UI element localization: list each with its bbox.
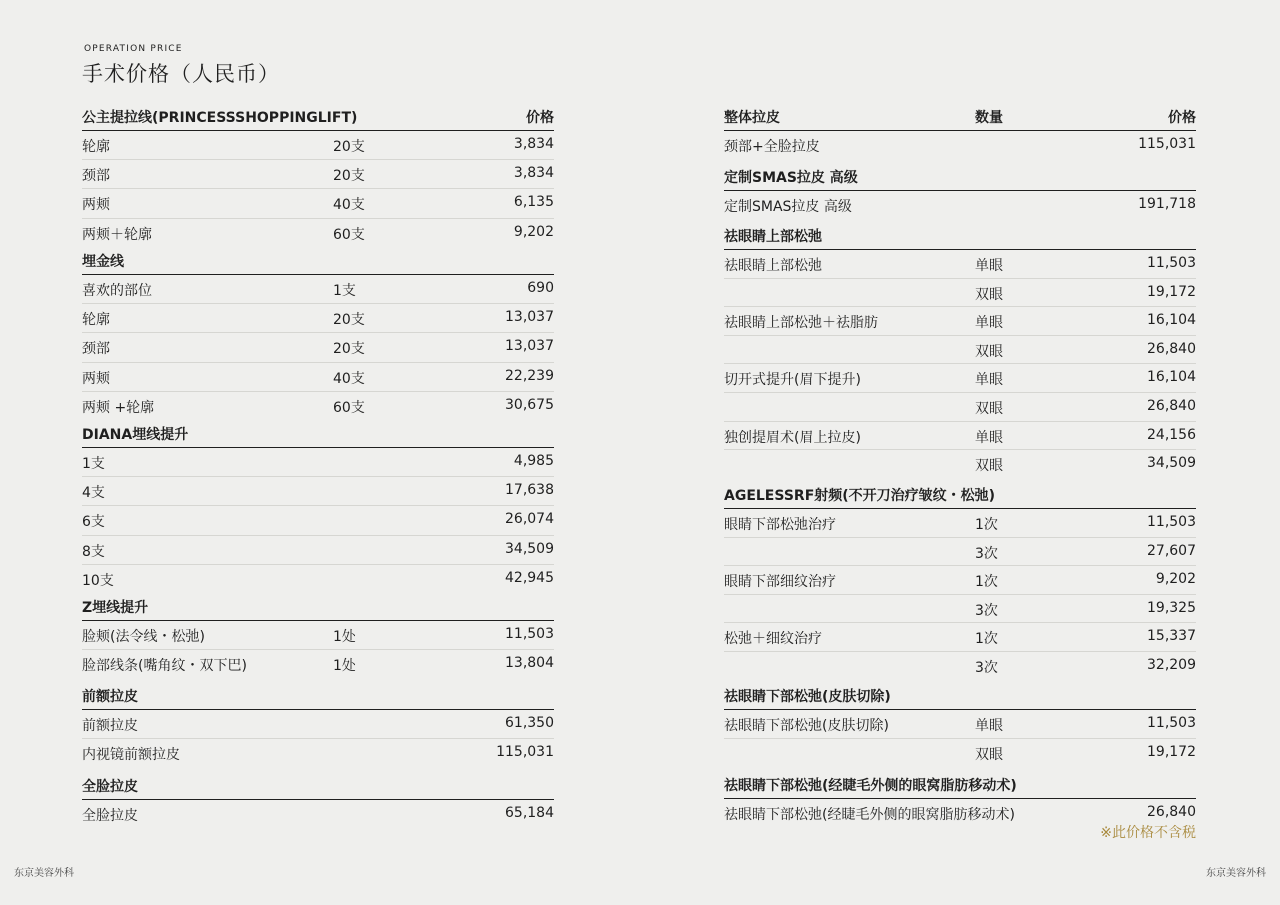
item-quantity: 1支 (333, 283, 356, 299)
item-price: 16,104 (1147, 312, 1196, 329)
item-name: 前额拉皮 (82, 718, 138, 734)
section-header (82, 425, 554, 448)
item-name: 4支 (82, 485, 105, 502)
price-row (82, 189, 554, 218)
item-quantity: 单眼 (975, 429, 1003, 446)
item-price: 690 (527, 280, 554, 296)
price-row (724, 652, 1196, 680)
price-row (82, 131, 554, 160)
section-title: 前额拉皮 (82, 689, 138, 705)
price-section (724, 687, 1196, 766)
item-quantity: 单眼 (975, 315, 1003, 332)
item-name: 独创提眉术(眉上拉皮) (724, 429, 861, 446)
item-price: 11,503 (1147, 514, 1196, 530)
item-quantity: 60支 (333, 399, 365, 416)
quantity-header: 数量 (975, 110, 1003, 126)
item-name: 颈部 (82, 168, 110, 185)
item-name: 轮廓 (82, 312, 110, 329)
section-header (82, 598, 554, 621)
price-section (82, 777, 554, 828)
price-row (82, 219, 554, 247)
price-row (724, 710, 1196, 739)
section-header (724, 168, 1196, 191)
price-row (82, 477, 554, 506)
price-section (82, 108, 554, 247)
item-quantity: 双眼 (975, 343, 1003, 360)
item-name: 1支 (82, 456, 105, 472)
section-header (724, 486, 1196, 509)
item-price: 191,718 (1138, 196, 1196, 212)
section-title: 公主提拉线(PRINCESSSHOPPINGLIFT) (82, 110, 358, 126)
item-price: 4,985 (513, 453, 554, 469)
item-price: 11,503 (1147, 255, 1196, 271)
item-name: 10支 (82, 572, 114, 589)
price-section (82, 252, 554, 420)
price-section (724, 108, 1196, 159)
item-price: 61,350 (505, 715, 554, 731)
item-price: 9,202 (513, 223, 554, 240)
price-row (82, 363, 554, 392)
price-row (724, 336, 1196, 365)
item-price: 9,202 (1155, 571, 1196, 588)
price-row (724, 422, 1196, 451)
item-name: 两颊 (82, 197, 110, 214)
section-header (724, 687, 1196, 710)
price-row (82, 448, 554, 477)
item-name: 眼睛下部松弛治疗 (724, 517, 836, 533)
item-quantity: 20支 (333, 312, 365, 329)
price-section (82, 425, 554, 593)
item-name: 两颊＋轮廓 (82, 226, 152, 243)
item-name: 8支 (82, 543, 105, 560)
footer-brand-right: 东京美容外科 (1206, 868, 1266, 879)
item-name: 祛眼睛上部松弛 (724, 258, 822, 274)
item-price: 26,840 (1147, 397, 1196, 414)
item-name: 轮廓 (82, 139, 110, 155)
item-quantity: 20支 (333, 139, 365, 155)
item-price: 27,607 (1147, 542, 1196, 559)
section-title: 祛眼睛下部松弛(皮肤切除) (724, 689, 891, 705)
price-row (724, 623, 1196, 652)
footer-brand-left: 东京美容外科 (14, 868, 74, 879)
item-name: 祛眼睛下部松弛(皮肤切除) (724, 718, 889, 734)
item-price: 19,172 (1147, 283, 1196, 300)
tax-footnote: ※此价格不含税 (1100, 825, 1196, 841)
price-section (82, 598, 554, 678)
item-quantity: 20支 (333, 168, 365, 185)
item-price: 3,834 (513, 136, 554, 152)
item-name: 祛眼睛下部松弛(经睫毛外侧的眼窝脂肪移动术) (724, 807, 1015, 823)
price-row (82, 536, 554, 565)
item-quantity: 1处 (333, 629, 356, 645)
item-quantity: 单眼 (975, 372, 1003, 389)
item-price: 16,104 (1147, 369, 1196, 386)
item-price: 6,135 (513, 194, 554, 211)
item-price: 11,503 (505, 626, 554, 642)
section-header (82, 108, 554, 131)
item-price: 34,509 (505, 540, 554, 557)
item-quantity: 双眼 (975, 746, 1003, 763)
item-name: 内视镜前额拉皮 (82, 747, 180, 764)
item-price: 65,184 (505, 805, 554, 821)
item-price: 19,172 (1147, 743, 1196, 760)
item-name: 祛眼睛上部松弛＋祛脂肪 (724, 315, 878, 332)
item-name: 颈部+全脸拉皮 (724, 139, 820, 155)
price-row (724, 393, 1196, 422)
price-row (82, 650, 554, 678)
price-row (82, 304, 554, 333)
item-price: 34,509 (1147, 455, 1196, 472)
item-price: 115,031 (1138, 136, 1196, 152)
item-name: 松弛＋细纹治疗 (724, 631, 822, 648)
price-row (724, 307, 1196, 336)
item-quantity: 3次 (975, 602, 998, 619)
price-row (82, 333, 554, 362)
section-title: DIANA埋线提升 (82, 427, 189, 443)
item-price: 115,031 (496, 744, 554, 761)
item-quantity: 3次 (975, 659, 998, 676)
item-name: 颈部 (82, 341, 110, 358)
item-name: 喜欢的部位 (82, 283, 152, 299)
price-row (724, 191, 1196, 219)
item-quantity: 60支 (333, 226, 365, 243)
section-header (724, 776, 1196, 799)
price-row (82, 800, 554, 828)
section-title: 定制SMAS拉皮 高级 (724, 170, 858, 186)
section-header (82, 687, 554, 710)
price-row (82, 739, 554, 767)
item-quantity: 双眼 (975, 286, 1003, 303)
section-header (724, 108, 1196, 131)
price-row (724, 450, 1196, 478)
item-quantity: 3次 (975, 545, 998, 562)
item-price: 13,037 (505, 338, 554, 355)
price-row (82, 621, 554, 650)
price-row (724, 509, 1196, 538)
item-quantity: 40支 (333, 370, 365, 387)
item-quantity: 1次 (975, 574, 998, 591)
price-section (724, 227, 1196, 478)
item-name: 两颊 (82, 370, 110, 387)
section-title: 埋金线 (82, 254, 124, 270)
price-header: 价格 (1168, 110, 1196, 126)
price-row (82, 506, 554, 535)
item-name: 脸部线条(嘴角纹・双下巴) (82, 658, 247, 675)
price-row (82, 160, 554, 189)
item-price: 26,840 (1147, 340, 1196, 357)
section-title: 整体拉皮 (724, 110, 780, 126)
price-row (724, 131, 1196, 159)
item-price: 22,239 (505, 367, 554, 384)
item-price: 13,037 (505, 309, 554, 326)
item-name: 全脸拉皮 (82, 808, 138, 824)
section-title: Z埋线提升 (82, 600, 149, 616)
price-row (724, 595, 1196, 624)
item-name: 切开式提升(眉下提升) (724, 372, 861, 389)
item-price: 3,834 (513, 165, 554, 182)
price-row (724, 739, 1196, 767)
item-quantity: 1处 (333, 658, 356, 675)
item-quantity: 1次 (975, 631, 998, 648)
item-price: 30,675 (505, 396, 554, 413)
eyebrow-label: OPERATION PRICE (84, 44, 183, 54)
item-price: 26,840 (1147, 804, 1196, 820)
section-header (724, 227, 1196, 250)
item-name: 眼睛下部细纹治疗 (724, 574, 836, 591)
item-quantity: 1次 (975, 517, 998, 533)
price-row (82, 275, 554, 304)
section-title: AGELESSRF射频(不开刀治疗皱纹・松弛) (724, 488, 996, 504)
item-price: 24,156 (1147, 426, 1196, 443)
item-quantity: 双眼 (975, 400, 1003, 417)
price-section (724, 486, 1196, 680)
section-title: 全脸拉皮 (82, 779, 138, 795)
item-price: 13,804 (505, 655, 554, 672)
price-row (724, 279, 1196, 308)
price-header: 价格 (526, 110, 554, 126)
item-quantity: 单眼 (975, 258, 1003, 274)
item-price: 11,503 (1147, 715, 1196, 731)
item-quantity: 单眼 (975, 718, 1003, 734)
price-row (724, 538, 1196, 567)
item-price: 15,337 (1147, 628, 1196, 645)
item-name: 两颊 +轮廓 (82, 399, 155, 416)
price-row (724, 566, 1196, 595)
item-price: 26,074 (505, 511, 554, 528)
item-quantity: 40支 (333, 197, 365, 214)
price-row (82, 392, 554, 420)
price-section (724, 168, 1196, 219)
item-price: 42,945 (505, 569, 554, 586)
item-quantity: 双眼 (975, 458, 1003, 475)
item-price: 19,325 (1147, 599, 1196, 616)
section-header (82, 252, 554, 275)
price-section (82, 687, 554, 767)
section-header (82, 777, 554, 800)
price-row (724, 364, 1196, 393)
price-row (82, 710, 554, 739)
item-price: 32,209 (1147, 656, 1196, 673)
item-quantity: 20支 (333, 341, 365, 358)
item-name: 脸颊(法令线・松弛) (82, 629, 205, 645)
item-name: 定制SMAS拉皮 高级 (724, 199, 852, 215)
price-row (724, 250, 1196, 279)
price-section (724, 776, 1196, 827)
item-price: 17,638 (505, 482, 554, 499)
page-title: 手术价格（人民币） (82, 62, 280, 86)
item-name: 6支 (82, 514, 105, 531)
section-title: 祛眼睛上部松弛 (724, 229, 822, 245)
section-title: 祛眼睛下部松弛(经睫毛外侧的眼窝脂肪移动术) (724, 778, 1017, 794)
price-row (82, 565, 554, 593)
